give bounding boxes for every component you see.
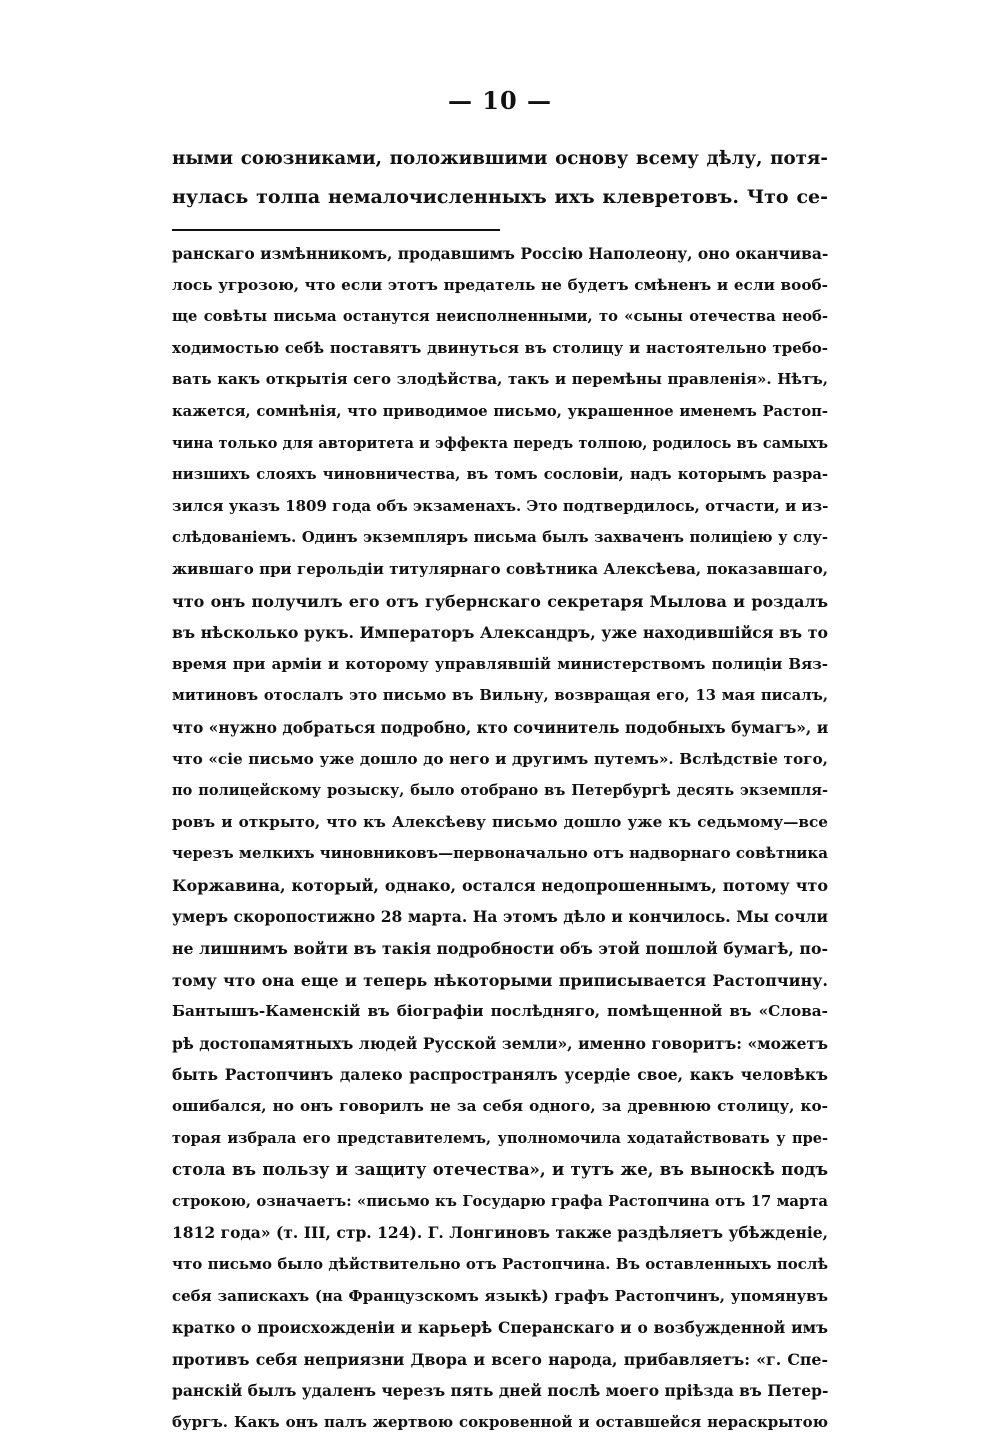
footnote-line: что письмо было дѣйствительно отъ Растопчина. Въ оставленныхъ послѣ (172, 1255, 828, 1273)
footnote-line: зился указъ 1809 года объ экзаменахъ. Это подтвердилось, отчасти, и из- (172, 496, 828, 515)
footnote-line: слѣдованіемъ. Одинъ экземпляръ письма былъ захваченъ полиціею у слу- (172, 529, 828, 547)
footnote-line: ранскаго измѣнникомъ, продавшимъ Россію Наполеону, оно оканчива- (172, 244, 828, 263)
footnote-line: ще совѣты письма останутся неисполненными, то «сыны отечества необ- (172, 308, 828, 326)
footnote-line: ходимостью себѣ поставятъ двинуться въ столицу и настоятельно требо- (172, 338, 828, 357)
footnote-line: лось угрозою, что если этотъ предатель не будетъ смѣненъ и если вооб- (172, 275, 828, 294)
footnote-line: въ нѣсколько рукъ. Императоръ Александръ, уже находившійся въ то (172, 623, 828, 643)
footnote-line: кажется, сомнѣнія, что приводимое письмо, украшенное именемъ Растоп- (172, 402, 828, 420)
footnote (172, 238, 828, 1439)
footnote-line: 1812 года» (т. III, стр. 124). Г. Лонгиновъ также раздѣляетъ убѣжденіе, (172, 1223, 828, 1243)
footnote-line: время при арміи и которому управлявшій министерствомъ полиціи Вяз- (172, 654, 828, 673)
footnote-line: противъ себя неприязни Двора и всего народа, прибавляетъ: «г. Спе- (172, 1349, 828, 1369)
footnote-line: тому что она еще и теперь нѣкоторыми приписывается Растопчину. (172, 970, 828, 990)
footnote-line: быть Растопчинъ далеко распространялъ усердіе свое, какъ человѣкъ (172, 1065, 828, 1085)
footnote-line: что «нужно добраться подробно, кто сочинитель подобныхъ бумагъ», и (172, 717, 828, 737)
footnote-line: стола въ пользу и защиту отечества», и тутъ же, въ выноскѣ подъ (172, 1160, 828, 1180)
footnote-line: рѣ достопамятныхъ людей Русской земли», именно говоритъ: «можетъ (172, 1033, 828, 1053)
footnote-line: ровъ и открыто, что къ Алексѣеву письмо дошло уже къ седьмому—все (172, 812, 828, 831)
footnote-line: низшихъ слояхъ чиновничества, въ томъ сословіи, надъ которымъ разра- (172, 466, 828, 484)
footnote-line: бургъ. Какъ онъ палъ жертвою сокровенной и оставшейся нераскрытою (172, 1412, 828, 1431)
footnote-line: ошибался, но онъ говорилъ не за себя одного, за древнюю столицу, ко- (172, 1097, 828, 1116)
footnote-line: торая избрала его представителемъ, уполномочила ходатайствовать у пре- (172, 1129, 828, 1147)
footnote-line: строкою, означаетъ: «письмо къ Государю графа Растопчина отъ 17 марта (172, 1192, 828, 1210)
footnote-divider (172, 229, 500, 231)
main-text (172, 140, 828, 216)
footnote-line: чина только для авторитета и эффекта передъ толпою, родилось въ самыхъ (172, 434, 828, 452)
footnote-line: кратко о происхожденіи и карьерѣ Сперанскаго и о возбужденной имъ (172, 1318, 828, 1338)
footnote-line: умеръ скоропостижно 28 марта. На этомъ дѣло и кончилось. Мы сочли (172, 907, 828, 927)
footnote-line: митиновъ отослалъ это письмо въ Вильну, возвращая его, 13 мая писалъ, (172, 687, 828, 705)
footnote-line: жившаго при герольдіи титулярнаго совѣтника Алексѣева, показавшаго, (172, 559, 828, 578)
footnote-line: черезъ мелкихъ чиновниковъ—первоначально отъ надворнаго совѣтника (172, 844, 828, 863)
main-text-line: нулась толпа немалочисленныхъ ихъ клевретовъ. Что се- (172, 186, 828, 208)
footnote-line: себя запискахъ (на Французскомъ языкѣ) графъ Растопчинъ, упомянувъ (172, 1286, 828, 1305)
footnote-line: по полицейскому розыску, было отобрано въ Петербургѣ десять экземпля- (172, 782, 828, 800)
page-number: — 10 — (447, 86, 553, 115)
footnote-line: что онъ получилъ его отъ губернскаго секретаря Мылова и роздалъ (172, 591, 828, 611)
footnote-line: вать какъ открытія сего злодѣйства, такъ и перемѣны правленія». Нѣтъ, (172, 370, 828, 389)
footnote-line: ранскій былъ удаленъ черезъ пять дней послѣ моего пріѣзда въ Петер- (172, 1381, 828, 1401)
footnote-line: Коржавина, который, однако, остался недопрошеннымъ, потому что (172, 875, 828, 895)
footnote-line: Бантышъ-Каменскій въ біографіи послѣдняго, помѣщенной въ «Слова- (172, 1002, 828, 1021)
main-text-line: ными союзниками, положившими основу всему дѣлу, потя- (172, 148, 828, 169)
footnote-line: что «сіе письмо уже дошло до него и другимъ путемъ». Вслѣдствіе того, (172, 749, 828, 768)
footnote-line: не лишнимъ войти въ такія подробности объ этой пошлой бумагѣ, по- (172, 939, 828, 959)
